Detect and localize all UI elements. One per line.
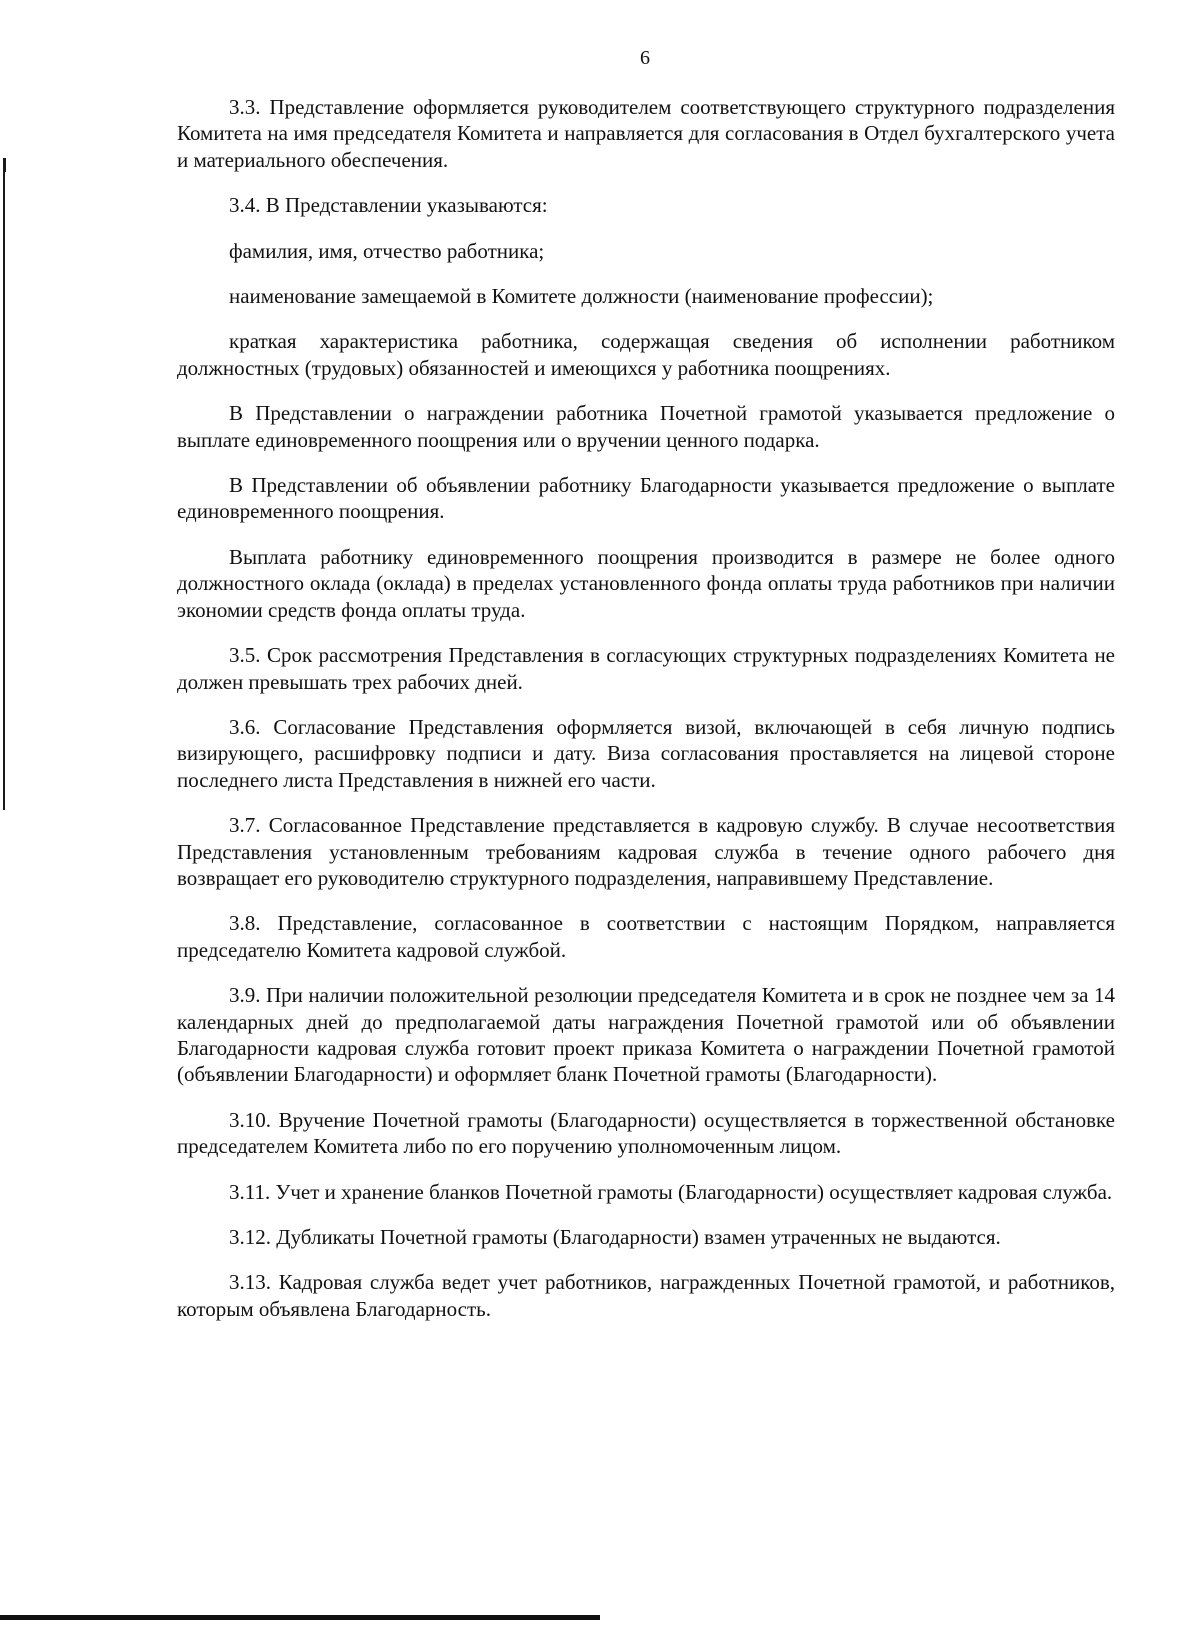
- page-number: 6: [640, 47, 650, 69]
- list-item-position: наименование замещаемой в Комитете должности (наименование профессии);: [229, 284, 934, 309]
- paragraph-3-7: 3.7. Согласованное Представление представляется в кадровую службу. В случае несоответствия Представления установленным требованиям кадровая служба в течение одного рабочего дня возвращает его руководителю структурного подразделения, направившему Представление.: [177, 813, 1115, 890]
- paragraph-3-9: 3.9. При наличии положительной резолюции председателя Комитета и в срок не позднее чем за 14 календарных дней до предполагаемой даты награждения Почетной грамотой или об объявлении Благодарности кадровая служба готовит проект приказа Комитета о награждении Почетной грамотой (объявлении Благодарности) и оформляет бланк Почетной грамоты (Благодарности).: [177, 983, 1115, 1087]
- scan-edge-line-left: [3, 158, 5, 810]
- paragraph-3-8: 3.8. Представление, согласованное в соответствии с настоящим Порядком, направляется председателю Комитета кадровой службой.: [177, 911, 1115, 962]
- paragraph-certificate-proposal: В Представлении о награждении работника Почетной грамотой указывается предложение о выплате единовременного поощрения или о вручении ценного подарка.: [177, 401, 1115, 452]
- paragraph-3-12: 3.12. Дубликаты Почетной грамоты (Благодарности) взамен утраченных не выдаются.: [229, 1225, 1001, 1249]
- paragraph-3-11: 3.11. Учет и хранение бланков Почетной грамоты (Благодарности) осуществляет кадровая служба.: [229, 1179, 1113, 1204]
- paragraph-bonus-payment: Выплата работнику единовременного поощрения производится в размере не более одного должностного оклада (оклада) в пределах установленного фонда оплаты труда работников при наличии экономии средств фонда оплаты труда.: [177, 544, 1115, 622]
- paragraph-3-4: 3.4. В Представлении указываются:: [229, 193, 548, 218]
- paragraph-3-6: 3.6. Согласование Представления оформляется визой, включающей в себя личную подпись визирующего, расшифровку подписи и дату. Виза согласования проставляется на лицевой стороне последнего листа Представления в нижней его части.: [177, 714, 1115, 792]
- paragraph-3-10: 3.10. Вручение Почетной грамоты (Благодарности) осуществляется в торжественной обстановке председателем Комитета либо по его поручению уполномоченным лицом.: [177, 1107, 1115, 1159]
- paragraph-3-13: 3.13. Кадровая служба ведет учет работников, награжденных Почетной грамотой, и работников, которым объявлена Благодарность.: [177, 1270, 1115, 1321]
- scan-edge-line-bottom: [0, 1615, 600, 1620]
- paragraph-3-3: 3.3. Представление оформляется руководителем соответствующего структурного подразделения Комитета на имя председателя Комитета и направляется для согласования в Отдел бухгалтерского учета и материального обеспечения.: [177, 95, 1115, 172]
- list-item-full-name: фамилия, имя, отчество работника;: [229, 238, 545, 263]
- scan-edge-mark-left: [3, 158, 6, 172]
- document-body: [177, 94, 1115, 1341]
- paragraph-gratitude-proposal: В Представлении об объявлении работнику Благодарности указывается предложение о выплате единовременного поощрения.: [177, 473, 1115, 524]
- paragraph-3-5: 3.5. Срок рассмотрения Представления в согласующих структурных подразделениях Комитета не должен превышать трех рабочих дней.: [177, 643, 1115, 694]
- list-item-characteristics: краткая характеристика работника, содержащая сведения об исполнении работником должностных (трудовых) обязанностей и имеющихся у работника поощрениях.: [177, 329, 1115, 380]
